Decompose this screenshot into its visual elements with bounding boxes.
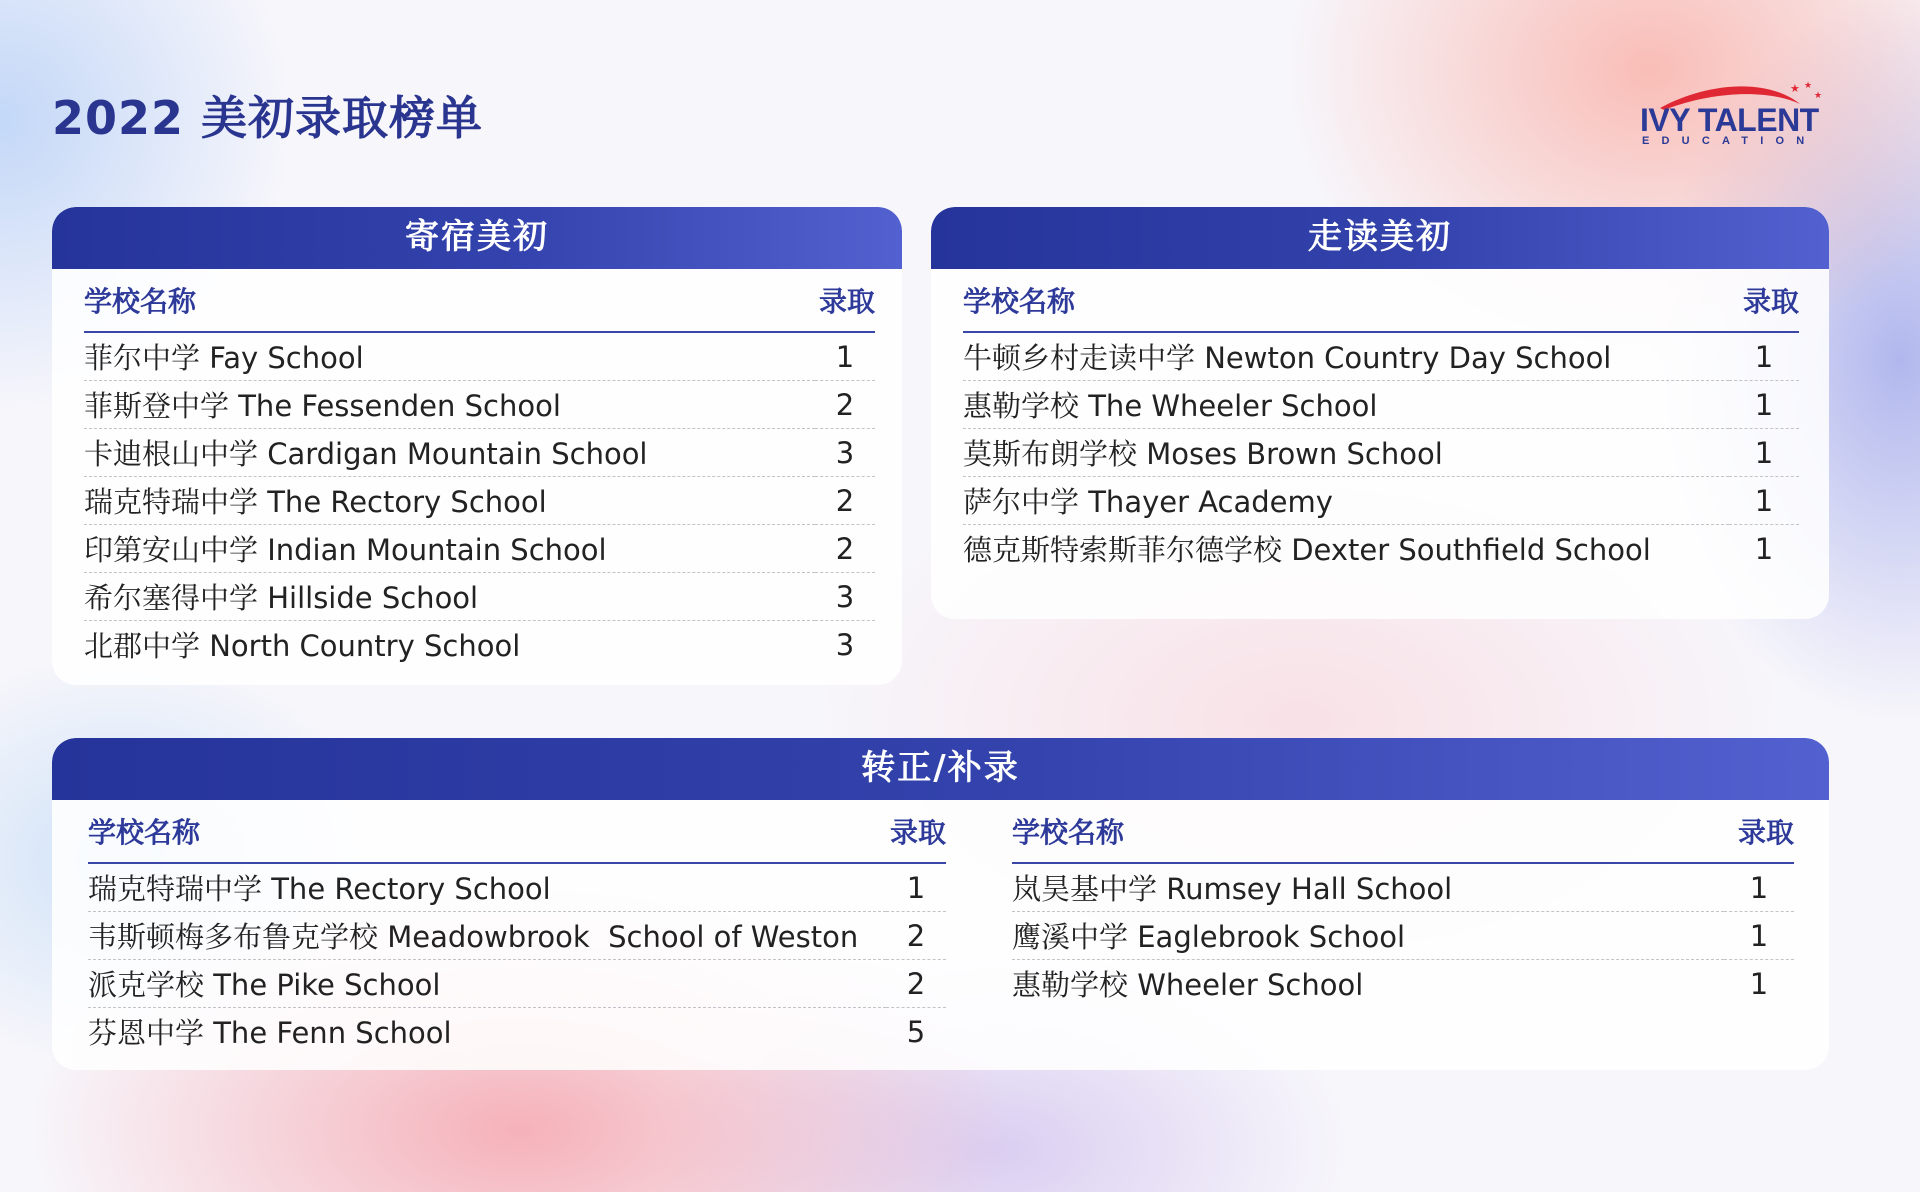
school-name: 惠勒学校 The Wheeler School — [963, 381, 1729, 429]
table-row — [1012, 912, 1794, 960]
transfer-right-table — [1012, 800, 1794, 1007]
admitted-count: 2 — [815, 525, 875, 573]
table-header-row — [963, 269, 1799, 332]
school-name: 菲斯登中学 The Fessenden School — [84, 381, 815, 429]
column-header-admitted: 录取 — [886, 800, 946, 863]
school-name: 鹰溪中学 Eaglebrook School — [1012, 912, 1724, 960]
admitted-count: 1 — [886, 863, 946, 912]
school-name: 韦斯顿梅多布鲁克学校 Meadowbrook School of Weston — [88, 912, 886, 960]
boarding-schools-card — [52, 207, 902, 685]
admitted-count: 1 — [1729, 332, 1799, 381]
logo-wordmark: IVY TALENT — [1640, 102, 1819, 138]
svg-text:★: ★ — [1804, 81, 1813, 91]
school-name: 瑞克特瑞中学 The Rectory School — [88, 863, 886, 912]
transfer-schools-card — [52, 738, 1829, 1070]
table-row — [88, 912, 946, 960]
day-card-title: 走读美初 — [931, 207, 1829, 269]
table-header-row — [88, 800, 946, 863]
table-row — [84, 332, 875, 381]
column-header-admitted: 录取 — [1729, 269, 1799, 332]
table-row — [1012, 863, 1794, 912]
svg-text:★: ★ — [1790, 82, 1800, 95]
school-name: 菲尔中学 Fay School — [84, 332, 815, 381]
column-header-school: 学校名称 — [963, 269, 1729, 332]
column-header-admitted: 录取 — [1724, 800, 1794, 863]
school-name: 派克学校 The Pike School — [88, 960, 886, 1008]
admitted-count: 1 — [1724, 863, 1794, 912]
transfer-left-table — [88, 800, 946, 1055]
column-header-school: 学校名称 — [88, 800, 886, 863]
admitted-count: 3 — [815, 429, 875, 477]
table-row — [963, 381, 1799, 429]
school-name: 惠勒学校 Wheeler School — [1012, 968, 1364, 1002]
table-row — [1012, 960, 1794, 1008]
school-name: 瑞克特瑞中学 The Rectory School — [84, 477, 815, 525]
table-header-row — [84, 269, 875, 332]
boarding-card-title: 寄宿美初 — [52, 207, 902, 269]
table-row — [963, 477, 1799, 525]
school-name: 牛顿乡村走读中学 Newton Country Day School — [963, 332, 1729, 381]
table-row — [84, 573, 875, 621]
school-name: 芬恩中学 The Fenn School — [88, 1016, 452, 1050]
table-row — [84, 621, 875, 669]
ivy-talent-logo — [1638, 80, 1834, 150]
admitted-count: 5 — [906, 1014, 926, 1049]
school-name: 德克斯特索斯菲尔德学校 Dexter Southfield School — [963, 533, 1651, 567]
admitted-count: 2 — [886, 960, 946, 1008]
table-row — [84, 525, 875, 573]
school-name: 希尔塞得中学 Hillside School — [84, 573, 815, 621]
table-row — [84, 381, 875, 429]
logo-subtitle: EDUCATION — [1642, 135, 1817, 147]
boarding-table — [84, 269, 875, 668]
school-name: 卡迪根山中学 Cardigan Mountain School — [84, 429, 815, 477]
svg-text:★: ★ — [1814, 91, 1823, 101]
table-row — [963, 429, 1799, 477]
transfer-card-title: 转正/补录 — [52, 738, 1829, 800]
admitted-count: 2 — [815, 477, 875, 525]
page-title: 2022 美初录取榜单 — [52, 91, 484, 145]
school-name: 北郡中学 North Country School — [84, 629, 521, 663]
day-schools-card — [931, 207, 1829, 619]
column-header-school: 学校名称 — [84, 269, 815, 332]
admitted-count: 1 — [815, 332, 875, 381]
admitted-count: 1 — [1729, 429, 1799, 477]
school-name: 印第安山中学 Indian Mountain School — [84, 525, 815, 573]
column-header-school: 学校名称 — [1012, 800, 1724, 863]
day-table — [963, 269, 1799, 572]
school-name: 岚昊基中学 Rumsey Hall School — [1012, 863, 1724, 912]
table-row — [84, 429, 875, 477]
table-row — [88, 960, 946, 1008]
table-row — [963, 525, 1799, 573]
admitted-count: 1 — [1749, 966, 1769, 1001]
school-name: 莫斯布朗学校 Moses Brown School — [963, 429, 1729, 477]
table-row — [88, 1008, 946, 1056]
admitted-count: 1 — [1754, 531, 1774, 566]
table-row — [963, 332, 1799, 381]
table-row — [88, 863, 946, 912]
admitted-count: 1 — [1729, 477, 1799, 525]
admitted-count: 1 — [1729, 381, 1799, 429]
table-header-row — [1012, 800, 1794, 863]
admitted-count: 1 — [1724, 912, 1794, 960]
table-row — [84, 477, 875, 525]
school-name: 萨尔中学 Thayer Academy — [963, 477, 1729, 525]
admitted-count: 3 — [835, 627, 855, 662]
admitted-count: 2 — [815, 381, 875, 429]
column-header-admitted: 录取 — [815, 269, 875, 332]
admitted-count: 2 — [886, 912, 946, 960]
admitted-count: 3 — [815, 573, 875, 621]
